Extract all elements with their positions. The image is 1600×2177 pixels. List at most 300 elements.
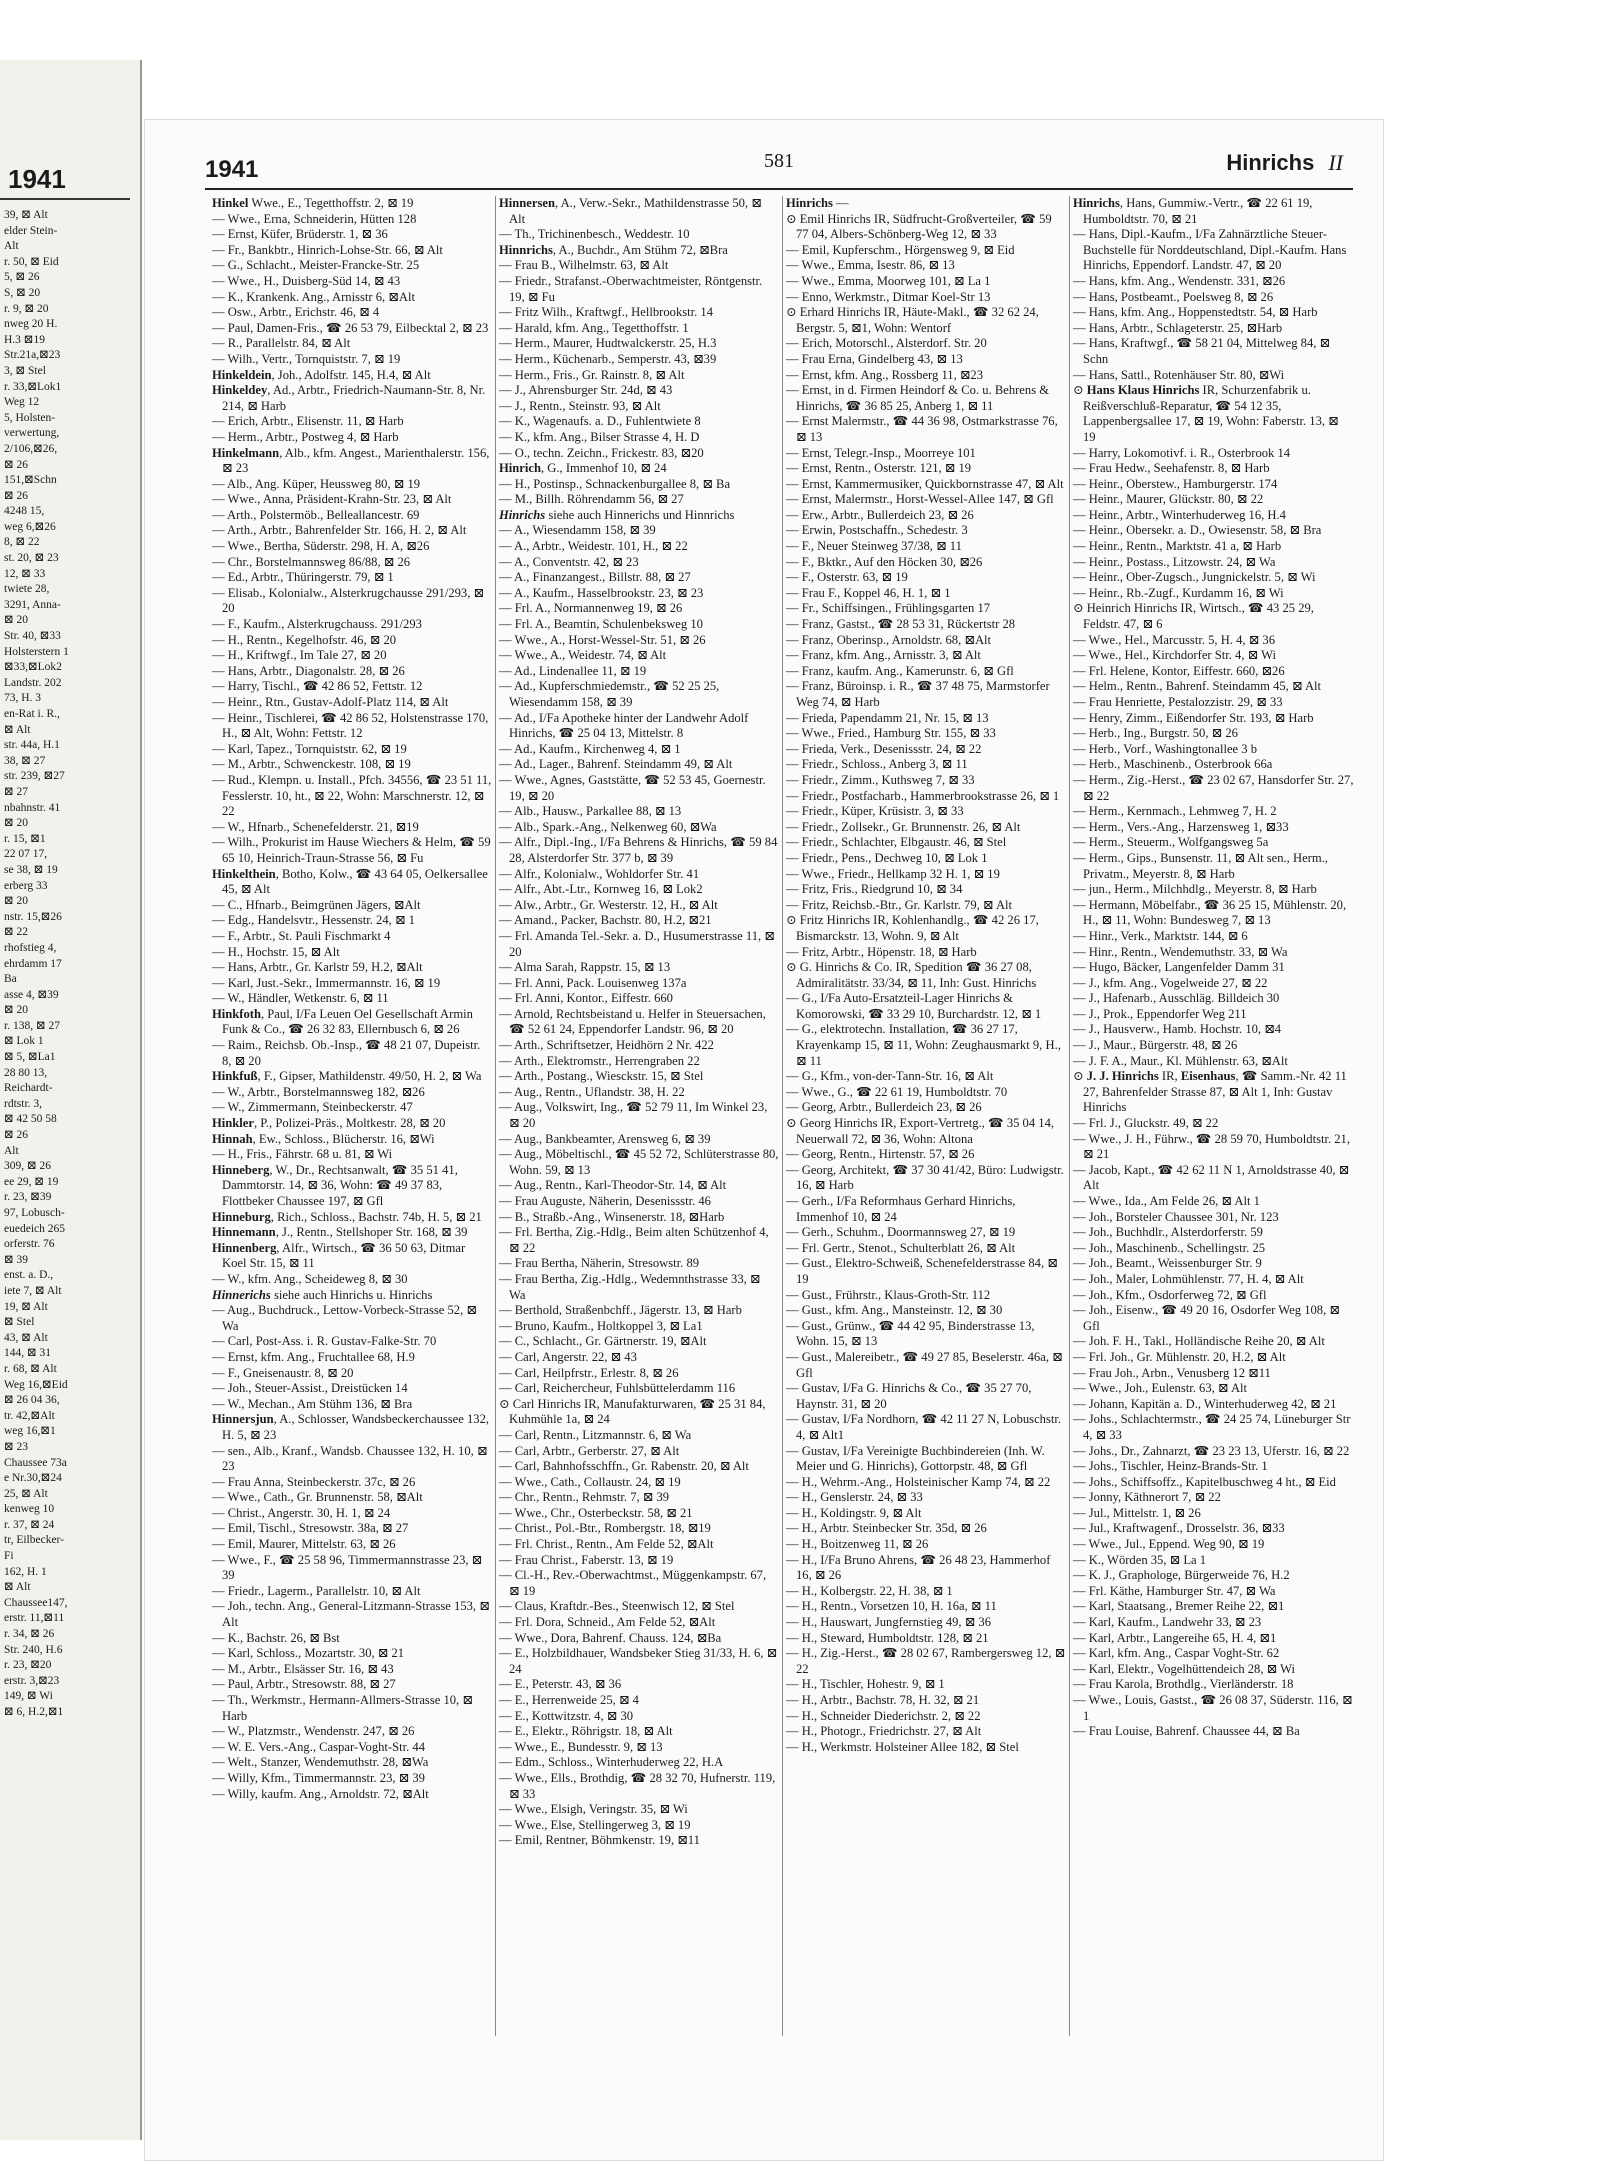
left-fragment-line: r. 37, ⊠ 24 xyxy=(4,1518,55,1531)
directory-entry: — Friedr., Pens., Dechweg 10, ⊠ Lok 1 xyxy=(786,850,988,865)
directory-entry: — Frl. J., Gluckstr. 49, ⊠ 22 xyxy=(1073,1116,1219,1131)
directory-entry: — G., Schlacht., Meister-Francke-Str. 25 xyxy=(212,258,420,273)
directory-entry: — Wwe., Emma, Isestr. 86, ⊠ 13 xyxy=(786,258,955,273)
left-fragment-line: tr. 42,⊠Alt xyxy=(4,1409,55,1422)
left-fragment-line: str. 44a, H.1 xyxy=(4,739,60,752)
directory-entry: — J., Maur., Bürgerstr. 48, ⊠ 26 xyxy=(1073,1038,1238,1053)
directory-entry: — Harry, Tischl., ☎ 42 86 52, Fettstr. 12 xyxy=(212,679,423,694)
directory-entry: — Wwe., Cath., Collaustr. 24, ⊠ 19 xyxy=(499,1474,681,1489)
directory-entry: — Frl. Christ., Rentn., Am Felde 52, ⊠Alt xyxy=(499,1537,714,1552)
directory-entry: Hinrichs siehe auch Hinnerichs und Hinnrichs xyxy=(499,507,735,522)
directory-entry: — F., Osterstr. 63, ⊠ 19 xyxy=(786,570,908,585)
directory-entry: — H., Werkmstr. Holsteiner Allee 182, ⊠ Stel xyxy=(786,1739,1019,1754)
directory-entry: — Ad., Kaufm., Kirchenweg 4, ⊠ 1 xyxy=(499,741,681,756)
left-fragment-line: Alt xyxy=(4,1144,19,1157)
left-fragment-line: nbahnstr. 41 xyxy=(4,801,61,814)
directory-entry: — H., Postinsp., Schnackenburgallee 8, ⊠ Ba xyxy=(499,476,731,491)
directory-entry: — Joh., Maler, Lohmühlenstr. 77, H. 4, ⊠ Alt xyxy=(1073,1271,1304,1286)
directory-entry: — Wwe., Anna, Präsident-Krahn-Str. 23, ⊠ Alt xyxy=(212,492,452,507)
directory-entry: — Alw., Arbtr., Gr. Westerstr. 12, H., ⊠ Alt xyxy=(499,897,718,912)
directory-entry: — Franz, Büroinsp. i. R., ☎ 37 48 75, Marmstorfer Weg 74, ⊠ Harb xyxy=(786,679,1050,709)
directory-entry: — Herm., Küchenarb., Semperstr. 43, ⊠39 xyxy=(499,351,717,366)
left-fragment-line: 3, ⊠ Stel xyxy=(4,364,46,377)
directory-entry: — Herm., Gips., Bunsenstr. 11, ⊠ Alt sen., Herm., Privatm., Meyerstr. 8, ⊠ Harb xyxy=(1073,850,1328,881)
directory-entry: — Frau Hedw., Seehafenstr. 8, ⊠ Harb xyxy=(1073,461,1270,476)
left-fragment-line: r. 23, ⊠39 xyxy=(4,1191,52,1204)
left-fragment-line: ⊠ 23 xyxy=(4,1440,29,1453)
left-fragment-line: ⊠ Alt xyxy=(4,1581,31,1594)
directory-entry: — J., Prok., Eppendorfer Weg 211 xyxy=(1073,1006,1247,1021)
directory-entry: — J., Ahrensburger Str. 24d, ⊠ 43 xyxy=(499,383,673,398)
left-fragment-line: ⊠ Alt xyxy=(4,723,31,736)
left-page-text xyxy=(4,208,134,1721)
directory-entry: — J., Rentn., Steinstr. 93, ⊠ Alt xyxy=(499,398,661,413)
directory-entry: — Edm., Schloss., Winterhuderweg 22, H.A xyxy=(499,1755,724,1770)
left-fragment-line: ⊠ 20 xyxy=(4,817,29,830)
directory-entry: — Ernst, Küfer, Brüderstr. 1, ⊠ 36 xyxy=(212,227,388,242)
directory-entry: — Wwe., F., ☎ 25 58 96, Timmermannstrasse 23, ⊠ 39 xyxy=(212,1552,483,1583)
directory-entry: — Gerh., Schuhm., Doormannsweg 27, ⊠ 19 xyxy=(786,1225,1016,1240)
directory-entry: — Wwe., Erna, Schneiderin, Hütten 128 xyxy=(212,211,417,226)
left-fragment-line: 144, ⊠ 31 xyxy=(4,1347,52,1360)
left-fragment-line: 151,⊠Schn xyxy=(4,474,57,487)
directory-entry: — Georg, Rentn., Hirtenstr. 57, ⊠ 26 xyxy=(786,1147,975,1162)
left-fragment-line: ⊠ 20 xyxy=(4,895,29,908)
left-fragment-line: elder Stein- xyxy=(4,224,58,237)
directory-entry: — Friedr., Schlachter, Elbgaustr. 46, ⊠ Stel xyxy=(786,835,1007,850)
directory-entry: — Hinr., Verk., Marktstr. 144, ⊠ 6 xyxy=(1073,928,1248,943)
directory-entry: — Wwe., Ells., Brothdig, ☎ 28 32 70, Hufnerstr. 119, ⊠ 33 xyxy=(499,1770,776,1801)
left-fragment-line: orferstr. 76 xyxy=(4,1238,55,1251)
directory-entry: — Frau Bertha, Näherin, Stresowstr. 89 xyxy=(499,1256,700,1271)
left-fragment-line: twiete 28, xyxy=(4,583,50,596)
directory-entry: — Chr., Borstelmannsweg 86/88, ⊠ 26 xyxy=(212,554,411,569)
left-fragment-line: ehrdamm 17 xyxy=(4,957,62,970)
directory-entry: — Wwe., G., ☎ 22 61 19, Humboldtstr. 70 xyxy=(786,1084,1008,1099)
directory-entry: — Johs., Tischler, Heinz-Brands-Str. 1 xyxy=(1073,1459,1268,1474)
directory-entry: — Henry, Zimm., Eißendorfer Str. 193, ⊠ Harb xyxy=(1073,710,1314,725)
directory-entry: — Fritz, Reichsb.-Btr., Gr. Karlstr. 79, ⊠ Alt xyxy=(786,897,1013,912)
left-fragment-line: verwertung, xyxy=(4,427,60,440)
directory-entry: — Emil, Tischl., Stresowstr. 38a, ⊠ 27 xyxy=(212,1521,409,1536)
directory-entry: — Fr., Bankbtr., Hinrich-Lohse-Str. 66, ⊠ Alt xyxy=(212,242,443,257)
left-fragment-line: 28 80 13, xyxy=(4,1066,48,1079)
directory-entry: — Ernst, kfm. Ang., Fruchtallee 68, H.9 xyxy=(212,1349,415,1364)
directory-entry: — W., Arbtr., Borstelmannsweg 182, ⊠26 xyxy=(212,1084,425,1099)
left-fragment-line: Landstr. 202 xyxy=(4,676,62,689)
directory-entry: — Hans, Kraftwgf., ☎ 58 21 04, Mittelweg 84, ⊠ Schn xyxy=(1073,336,1331,366)
directory-entry: — Frl. Joh., Gr. Mühlenstr. 20, H.2, ⊠ Alt xyxy=(1073,1349,1286,1364)
directory-entry: — E., Holzbildhauer, Wandsbeker Stieg 31/33, H. 6, ⊠ 24 xyxy=(499,1646,778,1676)
left-fragment-line: en-Rat i. R., xyxy=(4,708,60,720)
directory-entry: Hinkelmann, Alb., kfm. Angest., Marienthalerstr. 156, ⊠ 23 xyxy=(212,445,490,476)
directory-entry: — Karl, Arbtr., Langereihe 65, H. 4, ⊠1 xyxy=(1073,1630,1277,1645)
header-rule xyxy=(205,188,1353,190)
directory-entry: — F., Kaufm., Alsterkrugchauss. 291/293 xyxy=(212,617,422,632)
directory-entry: — Frau Joh., Arbn., Venusberg 12 ⊠11 xyxy=(1073,1365,1271,1380)
directory-entry: — W., Mechan., Am Stühm 136, ⊠ Bra xyxy=(212,1396,413,1411)
directory-entry: — Gustav, I/Fa Nordhorn, ☎ 42 11 27 N, Lobuschstr. 4, ⊠ Alt1 xyxy=(786,1412,1062,1442)
page-header xyxy=(195,150,1363,184)
directory-entry: — Heinr., Rentn., Marktstr. 41 a, ⊠ Harb xyxy=(1073,539,1282,554)
directory-entry: — Wwe., Bertha, Süderstr. 298, H. A, ⊠26 xyxy=(212,539,430,554)
directory-entry: — Joh., Buchhdlr., Alsterdorferstr. 59 xyxy=(1073,1225,1263,1240)
column-1 xyxy=(209,196,496,2036)
directory-entry: — Friedr., Küper, Krüsistr. 3, ⊠ 33 xyxy=(786,804,964,819)
left-fragment-line: Fi xyxy=(4,1550,14,1563)
directory-entry: — Willy, kaufm. Ang., Arnoldstr. 72, ⊠Alt xyxy=(212,1786,429,1801)
left-fragment-line: ⊠ 20 xyxy=(4,1004,29,1017)
directory-entry: — Emil, Rentner, Böhmkenstr. 19, ⊠11 xyxy=(499,1833,700,1848)
directory-entry: — K. J., Graphologe, Bürgerweide 76, H.2 xyxy=(1073,1568,1290,1583)
directory-entry: — Ernst, Rentn., Osterstr. 121, ⊠ 19 xyxy=(786,461,972,476)
directory-entry: — Gust., Malereibetr., ☎ 49 27 85, Beselerstr. 46a, ⊠ Gfl xyxy=(786,1349,1063,1380)
directory-entry: — Frau Erna, Gindelberg 43, ⊠ 13 xyxy=(786,351,963,366)
left-fragment-line: ⊠ Lok 1 xyxy=(4,1035,44,1048)
left-fragment-line: ⊠ 5, ⊠La1 xyxy=(4,1051,56,1064)
left-fragment-line: tr, Eilbecker- xyxy=(4,1534,64,1547)
left-fragment-line: Str.21a,⊠23 xyxy=(4,349,61,362)
left-fragment-line: ⊠ 27 xyxy=(4,785,29,798)
directory-entry: — Alb., Hausw., Parkallee 88, ⊠ 13 xyxy=(499,804,682,819)
directory-entry: — Friedr., Postfacharb., Hammerbrookstrasse 26, ⊠ 1 xyxy=(786,788,1060,803)
directory-entry: — Wwe., Joh., Eulenstr. 63, ⊠ Alt xyxy=(1073,1381,1248,1396)
directory-entry: — W., Zimmermann, Steinbeckerstr. 47 xyxy=(212,1100,413,1115)
directory-entry: — Wwe., Chr., Osterbeckstr. 58, ⊠ 21 xyxy=(499,1505,693,1520)
directory-entry: — Ad., Kupferschmiedemstr., ☎ 52 25 25, Wiesendamm 158, ⊠ 39 xyxy=(499,679,720,709)
directory-entry: Hinnerichs siehe auch Hinrichs u. Hinrichs xyxy=(212,1287,433,1302)
directory-entry: — Fritz, Fris., Riedgrund 10, ⊠ 34 xyxy=(786,882,963,897)
directory-entry: — K., Bachstr. 26, ⊠ Bst xyxy=(212,1630,340,1645)
directory-entry: — Wwe., Hel., Kirchdorfer Str. 4, ⊠ Wi xyxy=(1073,648,1276,663)
directory-entry: — Hans, Sattl., Rotenhäuser Str. 80, ⊠Wi xyxy=(1073,367,1285,382)
directory-entry: — Wwe., Jul., Eppend. Weg 90, ⊠ 19 xyxy=(1073,1537,1265,1552)
directory-entry: — A., Finanzangest., Billstr. 88, ⊠ 27 xyxy=(499,570,691,585)
left-fragment-line: 22 07 17, xyxy=(4,848,48,861)
directory-entry: — Cl.-H., Rev.-Oberwachtmst., Müggenkampstr. 67, ⊠ 19 xyxy=(499,1568,767,1598)
left-fragment-line: ⊠ 6, H.2,⊠1 xyxy=(4,1706,64,1718)
directory-entry: ⊙ Hans Klaus Hinrichs IR, Schurzenfabrik u. Reißverschluß-Reparatur, ☎ 54 12 35, Lappenbergsallee 17, ⊠ 19, Wohn: Faberstr. 13, ⊠ 19 xyxy=(1073,383,1339,444)
directory-entry: — Arth., Arbtr., Bahrenfelder Str. 166, H. 2, ⊠ Alt xyxy=(212,523,467,538)
directory-entry: — K., kfm. Ang., Bilser Strasse 4, H. D xyxy=(499,429,700,444)
directory-entry: — Osw., Arbtr., Erichstr. 46, ⊠ 4 xyxy=(212,305,380,320)
left-fragment-line: S, ⊠ 20 xyxy=(4,286,41,299)
left-fragment-line: se 38, ⊠ 19 xyxy=(4,863,58,876)
directory-entry: — Jonny, Käthnerort 7, ⊠ 22 xyxy=(1073,1490,1221,1505)
directory-entry: — Joh., Maschinenb., Schellingstr. 25 xyxy=(1073,1240,1266,1255)
left-fragment-line: euedeich 265 xyxy=(4,1222,65,1235)
left-fragment-line: 3291, Anna- xyxy=(4,598,61,611)
directory-entry: — G., I/Fa Auto-Ersatzteil-Lager Hinrichs & Komorowski, ☎ 33 29 10, Burchardstr. 12, ⊠ 1 xyxy=(786,991,1042,1021)
directory-entry: — Erwin, Postschaffn., Schedestr. 3 xyxy=(786,523,968,538)
directory-entry: — Hans, Postbeamt., Poelsweg 8, ⊠ 26 xyxy=(1073,289,1274,304)
directory-entry: ⊙ G. Hinrichs & Co. IR, Spedition ☎ 36 27 08, Admiralitätstr. 33/34, ⊠ 11, Inh: Gust. Hinrichs xyxy=(786,960,1037,990)
directory-entry: — Karl, Schloss., Mozartstr. 30, ⊠ 21 xyxy=(212,1646,405,1661)
directory-entry: — Gustav, I/Fa G. Hinrichs & Co., ☎ 35 27 70, Haynstr. 31, ⊠ 20 xyxy=(786,1381,1032,1411)
directory-entry: — Hans, kfm. Ang., Hoppenstedtstr. 54, ⊠ Harb xyxy=(1073,305,1318,320)
left-fragment-line: Chaussee147, xyxy=(4,1596,68,1609)
directory-entry: — Frau B., Wilhelmstr. 63, ⊠ Alt xyxy=(499,258,669,273)
left-fragment-line: r. 50, ⊠ Eid xyxy=(4,255,59,268)
directory-entry: — Raim., Reichsb. Ob.-Insp., ☎ 48 21 07, Dupeistr. 8, ⊠ 20 xyxy=(212,1038,481,1068)
directory-entry: — Johs., Schlachtermstr., ☎ 24 25 74, Lüneburger Str 4, ⊠ 33 xyxy=(1073,1412,1351,1442)
left-fragment-line: ⊠ 20 xyxy=(4,614,29,627)
directory-entry: — Wwe., Friedr., Hellkamp 32 H. 1, ⊠ 19 xyxy=(786,866,1000,881)
directory-entry: — Wwe., Agnes, Gaststätte, ☎ 52 53 45, Goernestr. 19, ⊠ 20 xyxy=(499,772,766,803)
directory-entry: — Frau F., Koppel 46, H. 1, ⊠ 1 xyxy=(786,585,951,600)
directory-entry: — E., Elektr., Röhrigstr. 18, ⊠ Alt xyxy=(499,1724,673,1739)
left-fragment-line: erberg 33 xyxy=(4,879,48,892)
directory-entry: — Alb., Spark.-Ang., Nelkenweg 60, ⊠Wa xyxy=(499,819,717,834)
directory-entry: — Herb., Ing., Burgstr. 50, ⊠ 26 xyxy=(1073,726,1238,741)
directory-entry: — Herm., Arbtr., Postweg 4, ⊠ Harb xyxy=(212,429,399,444)
left-page-year: 1941 xyxy=(8,164,66,194)
directory-entry: — Frl. A., Normannenweg 19, ⊠ 26 xyxy=(499,601,683,616)
left-fragment-line: nweg 20 H. xyxy=(4,318,58,331)
directory-entry: — Carl, Post-Ass. i. R. Gustav-Falke-Str. 70 xyxy=(212,1334,437,1349)
left-fragment-line: erstr. 11,⊠11 xyxy=(4,1612,65,1625)
directory-entry: — Joh., Steuer-Assist., Dreistücken 14 xyxy=(212,1381,408,1396)
directory-entry: — F., Neuer Steinweg 37/38, ⊠ 11 xyxy=(786,539,962,554)
directory-entry: — sen., Alb., Kranf., Wandsb. Chaussee 132, H. 10, ⊠ 23 xyxy=(212,1443,488,1474)
directory-entry: — Bruno, Kaufm., Holtkoppel 3, ⊠ La1 xyxy=(499,1318,703,1333)
directory-entry: — H., Schneider Diederichstr. 2, ⊠ 22 xyxy=(786,1708,981,1723)
directory-entry: — Wwe., Emma, Moorweg 101, ⊠ La 1 xyxy=(786,273,991,288)
directory-entry: — W., Hfnarb., Schenefelderstr. 21, ⊠19 xyxy=(212,819,419,834)
section-number: II xyxy=(1328,150,1343,175)
left-fragment-line: 19, ⊠ Alt xyxy=(4,1300,48,1313)
directory-entry: — Frau Bertha, Zig.-Hdlg., Wedemnthstrasse 33, ⊠ Wa xyxy=(499,1271,761,1302)
directory-entry: — Herb., Vorf., Washingtonallee 3 b xyxy=(1073,741,1258,756)
directory-entry: — Aug., Möbeltischl., ☎ 45 52 72, Schlüterstrasse 80, Wohn. 59, ⊠ 13 xyxy=(499,1147,779,1177)
directory-entry: — Karl, Tapez., Tornquiststr. 62, ⊠ 19 xyxy=(212,741,407,756)
directory-entry: — Johs., Dr., Zahnarzt, ☎ 23 23 13, Uferstr. 16, ⊠ 22 xyxy=(1073,1443,1350,1458)
directory-entry: — K., Krankenk. Ang., Arnisstr 6, ⊠Alt xyxy=(212,289,415,304)
directory-entry: — J., kfm. Ang., Vogelweide 27, ⊠ 22 xyxy=(1073,975,1268,990)
directory-entry: — M., Arbtr., Elsässer Str. 16, ⊠ 43 xyxy=(212,1661,394,1676)
directory-entry: — Ad., Lindenallee 11, ⊠ 19 xyxy=(499,663,647,678)
directory-entry: ⊙ J. J. Hinrichs IR, Eisenhaus, ☎ Samm.-Nr. 42 11 27, Bahrenfelder Strasse 87, ⊠ Alt 1, Inh: Gustav Hinrichs xyxy=(1073,1069,1347,1115)
directory-entry: — Erich, Motorschl., Alsterdorf. Str. 20 xyxy=(786,336,987,351)
directory-entry: — Friedr., Strafanst.-Oberwachtmeister, Röntgenstr. 19, ⊠ Fu xyxy=(499,273,763,304)
directory-entry: — Gust., Frührstr., Klaus-Groth-Str. 112 xyxy=(786,1287,991,1302)
directory-entry: — Aug., Buchdruck., Lettow-Vorbeck-Strasse 52, ⊠ Wa xyxy=(212,1303,477,1333)
directory-entry: — Herm., Vers.-Ang., Harzensweg 1, ⊠33 xyxy=(1073,819,1289,834)
directory-entry: — Fr., Schiffsingen., Frühlingsgarten 17 xyxy=(786,601,991,616)
left-fragment-line: r. 15, ⊠1 xyxy=(4,832,46,845)
directory-entry: — Ad., I/Fa Apotheke hinter der Landwehr Adolf Hinrichs, ☎ 25 04 13, Mittelstr. 8 xyxy=(499,710,749,741)
directory-entry: — Ernst Malermstr., ☎ 44 36 98, Ostmarkstrasse 76, ⊠ 13 xyxy=(786,414,1058,444)
left-fragment-line: Weg 12 xyxy=(4,396,40,409)
directory-entry: — J., Hausverw., Hamb. Hochstr. 10, ⊠4 xyxy=(1073,1022,1282,1037)
directory-entry: — Hinr., Rentn., Wendemuthstr. 33, ⊠ Wa xyxy=(1073,944,1288,959)
directory-entry: ⊙ Emil Hinrichs IR, Südfrucht-Großverteiler, ☎ 59 77 04, Albers-Schönberg-Weg 12, ⊠ 33 xyxy=(786,211,1052,242)
left-fragment-line: ⊠ 26 xyxy=(4,458,29,471)
left-fragment-line: Str. 240, H.6 xyxy=(4,1643,63,1656)
directory-entry: — E., Peterstr. 43, ⊠ 36 xyxy=(499,1677,622,1692)
directory-entry: — H., Rentn., Vorsetzen 10, H. 16a, ⊠ 11 xyxy=(786,1599,997,1614)
directory-entry: — Aug., Volkswirt, Ing., ☎ 52 79 11, Im Winkel 23, ⊠ 20 xyxy=(499,1100,768,1131)
page-number: 581 xyxy=(764,150,794,172)
directory-entry: — W., kfm. Ang., Scheideweg 8, ⊠ 30 xyxy=(212,1271,408,1286)
directory-entry: — Wwe., A., Horst-Wessel-Str. 51, ⊠ 26 xyxy=(499,632,706,647)
directory-entry: — H., Steward, Humboldtstr. 128, ⊠ 21 xyxy=(786,1630,989,1645)
directory-entry: — Heinr., Ober-Zugsch., Jungnickelstr. 5, ⊠ Wi xyxy=(1073,570,1316,585)
left-page-rule xyxy=(0,198,130,200)
left-fragment-line: kenweg 10 xyxy=(4,1503,55,1516)
left-fragment-line: ⊠33,⊠Lok2 xyxy=(4,661,62,674)
left-fragment-line: asse 4, ⊠39 xyxy=(4,988,59,1001)
directory-entry: — Herm., Zig.-Herst., ☎ 23 02 67, Hansdorfer Str. 27, ⊠ 22 xyxy=(1073,772,1354,803)
directory-entry: — Gust., Elektro-Schweiß, Schenefelderstrasse 84, ⊠ 19 xyxy=(786,1256,1058,1286)
left-fragment-line: r. 138, ⊠ 27 xyxy=(4,1019,60,1032)
directory-entry: — Joh., Beamt., Weissenburger Str. 9 xyxy=(1073,1256,1262,1271)
directory-entry: — Ernst, Malermstr., Horst-Wessel-Allee 147, ⊠ Gfl xyxy=(786,492,1054,507)
left-fragment-line: 12, ⊠ 33 xyxy=(4,567,46,580)
directory-entry: Hinnenberg, Alfr., Wirtsch., ☎ 36 50 63, Ditmar Koel Str. 15, ⊠ 11 xyxy=(212,1240,466,1271)
left-fragment-line: weg 16,⊠1 xyxy=(4,1425,56,1438)
directory-entry: — Frl. Käthe, Hamburger Str. 47, ⊠ Wa xyxy=(1073,1583,1276,1598)
directory-entry: — Ernst, Kammermusiker, Quickbornstrasse 47, ⊠ Alt xyxy=(786,476,1064,491)
directory-entry: — Joh., Kfm., Osdorferweg 72, ⊠ Gfl xyxy=(1073,1287,1267,1302)
directory-entry: Hinneberg, W., Dr., Rechtsanwalt, ☎ 35 51 41, Dammtorstr. 14, ⊠ 36, Wohn: ☎ 49 37 83, Flottbeker Chaussee 197, ⊠ Gfl xyxy=(212,1162,458,1208)
directory-entry: — Alfr., Dipl.-Ing., I/Fa Behrens & Hinrichs, ☎ 59 84 28, Alsterdorfer Str. 377 b, ⊠ 39 xyxy=(499,835,778,865)
column-4 xyxy=(1070,196,1357,2036)
directory-entry: — Herm., Kernmach., Lehmweg 7, H. 2 xyxy=(1073,804,1277,819)
directory-entry: — Frl. Anni, Pack. Louisenweg 137a xyxy=(499,975,687,990)
directory-entry: — Frl. Gertr., Stenot., Schulterblatt 26, ⊠ Alt xyxy=(786,1240,1016,1255)
directory-entry: — C., Hfnarb., Beimgrünen Jägers, ⊠Alt xyxy=(212,897,421,912)
directory-entry: — Aug., Rentn., Karl-Theodor-Str. 14, ⊠ Alt xyxy=(499,1178,727,1193)
directory-columns xyxy=(209,196,1359,2036)
directory-entry: — Frl. Dora, Schneid., Am Felde 52, ⊠Alt xyxy=(499,1615,716,1630)
directory-entry: — Gustav, I/Fa Vereinigte Buchbindereien (Inh. W. Meier und G. Hinrichs), Gottorpstr. 48, ⊠ Gfl xyxy=(786,1443,1045,1474)
directory-entry: — Frieda, Papendamm 21, Nr. 15, ⊠ 13 xyxy=(786,710,989,725)
directory-entry: — Frl. Helene, Kontor, Eiffestr. 660, ⊠26 xyxy=(1073,663,1285,678)
directory-entry: — E., Kottwitzstr. 4, ⊠ 30 xyxy=(499,1708,634,1723)
directory-entry: — Wwe., J. H., Führw., ☎ 28 59 70, Humboldtstr. 21, ⊠ 21 xyxy=(1073,1131,1351,1162)
directory-entry: — Wwe., Louis, Gastst., ☎ 26 08 37, Süderstr. 116, ⊠ 1 xyxy=(1073,1693,1353,1723)
directory-entry: — Heinr., Maurer, Glückstr. 80, ⊠ 22 xyxy=(1073,492,1264,507)
directory-entry: — Helm., Rentn., Bahrenf. Steindamm 45, ⊠ Alt xyxy=(1073,679,1322,694)
directory-entry: — H., Zig.-Herst., ☎ 28 02 67, Rambergersweg 12, ⊠ 22 xyxy=(786,1646,1066,1676)
directory-entry: — Ernst, kfm. Ang., Rossberg 11, ⊠23 xyxy=(786,367,984,382)
directory-entry: — Frau Anna, Steinbeckerstr. 37c, ⊠ 26 xyxy=(212,1474,416,1489)
directory-entry: — Willy, Kfm., Timmermannstr. 23, ⊠ 39 xyxy=(212,1770,425,1785)
left-fragment-line: Ba xyxy=(4,973,17,986)
directory-entry: — Arth., Polstermöb., Belleallancestr. 69 xyxy=(212,507,420,522)
directory-entry: ⊙ Erhard Hinrichs IR, Häute-Makl., ☎ 32 62 24, Bergstr. 5, ⊠1, Wohn: Wentorf xyxy=(786,305,1039,335)
left-fragment-line: 5, ⊠ 26 xyxy=(4,271,40,284)
left-fragment-line: 5, Holsten- xyxy=(4,411,56,424)
left-fragment-line: r. 33,⊠Lok1 xyxy=(4,380,62,393)
directory-entry: — Carl, Angerstr. 22, ⊠ 43 xyxy=(499,1349,637,1364)
left-fragment-line: H.3 ⊠19 xyxy=(4,333,45,346)
directory-entry: — Heinr., Obersekr. a. D., Owiesenstr. 58, ⊠ Bra xyxy=(1073,523,1322,538)
directory-entry: — Paul, Damen-Fris., ☎ 26 53 79, Eilbecktal 2, ⊠ 23 xyxy=(212,320,489,335)
directory-entry: — Friedr., Lagerm., Parallelstr. 10, ⊠ Alt xyxy=(212,1583,421,1598)
directory-entry: — Wwe., H., Duisberg-Süd 14, ⊠ 43 xyxy=(212,273,401,288)
directory-entry: — B., Straßb.-Ang., Winsenerstr. 18, ⊠Harb xyxy=(499,1209,725,1224)
left-fragment-line: rhofstieg 4, xyxy=(4,941,57,954)
directory-entry: — Wilh., Prokurist im Hause Wiechers & Helm, ☎ 59 65 10, Heinrich-Traun-Strasse 56, ⊠ Fu xyxy=(212,835,491,865)
directory-entry: — Jacob, Kapt., ☎ 42 62 11 N 1, Arnoldstrasse 40, ⊠ Alt xyxy=(1073,1162,1350,1193)
directory-entry: — Carl, Arbtr., Gerberstr. 27, ⊠ Alt xyxy=(499,1443,680,1458)
directory-entry: — Edg., Handelsvtr., Hessenstr. 24, ⊠ 1 xyxy=(212,913,415,928)
directory-entry: — Wwe., Fried., Hamburg Str. 155, ⊠ 33 xyxy=(786,726,996,741)
directory-entry: — Heinr., Arbtr., Winterhuderweg 16, H.4 xyxy=(1073,507,1286,522)
directory-entry: — Arnold, Rechtsbeistand u. Helfer in Steuersachen, ☎ 52 61 24, Eppendorfer Landstr. 96, ⊠ 20 xyxy=(499,1006,766,1037)
directory-entry: — Herm., Maurer, Hudtwalckerstr. 25, H.3 xyxy=(499,336,717,351)
left-fragment-line: iete 7, ⊠ Alt xyxy=(4,1284,62,1297)
directory-entry: — Wwe., Dora, Bahrenf. Chauss. 124, ⊠Ba xyxy=(499,1630,722,1645)
directory-entry: Hinrichs, Hans, Gummiw.-Vertr., ☎ 22 61 19, Humboldtstr. 70, ⊠ 21 xyxy=(1073,196,1313,226)
directory-entry: — Karl, Staatsang., Bremer Reihe 22, ⊠1 xyxy=(1073,1599,1285,1614)
directory-entry: — Claus, Kraftdr.-Bes., Steenwisch 12, ⊠ Stel xyxy=(499,1599,735,1614)
directory-entry: Hinkeldein, Joh., Adolfstr. 145, H.4, ⊠ Alt xyxy=(212,367,431,382)
left-fragment-line: r. 23, ⊠20 xyxy=(4,1659,52,1672)
left-fragment-line: Alt xyxy=(4,240,19,253)
directory-entry: — Th., Trichinenbesch., Weddestr. 10 xyxy=(499,227,690,242)
directory-entry: — A., Conventstr. 42, ⊠ 23 xyxy=(499,554,639,569)
directory-entry: — Herm., Fris., Gr. Rainstr. 8, ⊠ Alt xyxy=(499,367,685,382)
directory-entry: — Joh., Eisenw., ☎ 49 20 16, Osdorfer Weg 108, ⊠ Gfl xyxy=(1073,1303,1340,1333)
directory-entry: — Wwe., Elsigh, Veringstr. 35, ⊠ Wi xyxy=(499,1802,688,1817)
directory-entry: — W., Platzmstr., Wendenstr. 247, ⊠ 26 xyxy=(212,1724,415,1739)
directory-entry: — K., Wörden 35, ⊠ La 1 xyxy=(1073,1552,1207,1567)
left-page-fragment xyxy=(0,60,142,2140)
directory-entry: — Aug., Bankbeamter, Arensweg 6, ⊠ 39 xyxy=(499,1131,711,1146)
directory-entry: Hinnrichs, A., Buchdr., Am Stühm 72, ⊠Bra xyxy=(499,242,728,257)
directory-entry: — A., Kaufm., Hasselbrookstr. 23, ⊠ 23 xyxy=(499,585,704,600)
directory-entry: — H., Hochstr. 15, ⊠ Alt xyxy=(212,944,340,959)
directory-entry: — Heinr., Rtn., Gustav-Adolf-Platz 114, ⊠ Alt xyxy=(212,695,449,709)
directory-entry: — Heinr., Rb.-Zugf., Kurdamm 16, ⊠ Wi xyxy=(1073,585,1284,600)
directory-entry: — Jul., Kraftwagenf., Drosselstr. 36, ⊠33 xyxy=(1073,1521,1285,1536)
directory-entry: — Arth., Postang., Wiesckstr. 15, ⊠ Stel xyxy=(499,1069,704,1084)
directory-entry: — Erw., Arbtr., Bullerdeich 23, ⊠ 26 xyxy=(786,507,974,522)
directory-entry: — Ad., Lager., Bahrenf. Steindamm 49, ⊠ Alt xyxy=(499,757,733,772)
directory-entry: — K., Wagenaufs. a. D., Fuhlentwiete 8 xyxy=(499,414,701,429)
directory-entry: — Herb., Maschinenb., Osterbrook 66a xyxy=(1073,757,1273,772)
directory-entry: — Frieda, Verk., Desenissstr. 24, ⊠ 22 xyxy=(786,741,982,756)
directory-entry: — Georg, Architekt, ☎ 37 30 41/42, Büro: Ludwigstr. 16, ⊠ Harb xyxy=(786,1162,1064,1193)
directory-entry: — Franz, Oberinsp., Arnoldstr. 68, ⊠Alt xyxy=(786,632,992,647)
left-fragment-line: Weg 16,⊠Eid xyxy=(4,1378,68,1391)
directory-entry: — Hans, kfm. Ang., Wendenstr. 331, ⊠26 xyxy=(1073,273,1286,288)
directory-entry: — A., Arbtr., Weidestr. 101, H., ⊠ 22 xyxy=(499,539,688,554)
directory-entry: — Franz, kaufm. Ang., Kamerunstr. 6, ⊠ Gfl xyxy=(786,663,1014,678)
directory-entry: ⊙ Heinrich Hinrichs IR, Wirtsch., ☎ 43 25 29, Feldstr. 47, ⊠ 6 xyxy=(1073,601,1314,632)
directory-entry: — Rud., Klempn. u. Install., Pfch. 34556, ☎ 23 51 11, Fesslerstr. 10, ht., ⊠ 22, Wohn: Marschnerstr. 12, ⊠ 22 xyxy=(212,772,492,819)
directory-entry: Hinkfoth, Paul, I/Fa Leuen Oel Gesellschaft Armin Funk & Co., ☎ 26 32 83, Ellernbusch 6, ⊠ 26 xyxy=(212,1006,473,1037)
directory-entry: Hinkelthein, Botho, Kolw., ☎ 43 64 05, Oelkersallee 45, ⊠ Alt xyxy=(212,866,488,897)
directory-entry: — Heinr., Tischlerei, ☎ 42 86 52, Holstenstrasse 170, H., ⊠ Alt, Wohn: Fettstr. 12 xyxy=(212,710,489,741)
left-fragment-line: ⊠ 26 xyxy=(4,1129,29,1142)
directory-entry: — G., Kfm., von-der-Tann-Str. 16, ⊠ Alt xyxy=(786,1069,994,1084)
left-fragment-line: ⊠ 22 xyxy=(4,926,29,939)
directory-entry: — F., Gneisenaustr. 8, ⊠ 20 xyxy=(212,1365,354,1380)
directory-entry: — Alb., Ang. Küper, Heussweg 80, ⊠ 19 xyxy=(212,476,421,491)
directory-entry: — Hans, Arbtr., Diagonalstr. 28, ⊠ 26 xyxy=(212,663,405,678)
directory-entry: — Hermann, Möbelfabr., ☎ 36 25 15, Mühlenstr. 20, H., ⊠ 11, Wohn: Bundesweg 7, ⊠ 13 xyxy=(1073,897,1347,928)
directory-entry: — Fritz, Arbtr., Höpenstr. 18, ⊠ Harb xyxy=(786,944,977,959)
directory-entry: — Gust., kfm. Ang., Mansteinstr. 12, ⊠ 30 xyxy=(786,1303,1003,1318)
directory-entry: — J., Hafenarb., Ausschläg. Billdeich 30 xyxy=(1073,991,1280,1006)
left-fragment-line: 39, ⊠ Alt xyxy=(4,209,48,221)
directory-entry: — Wwe., Else, Stellingerweg 3, ⊠ 19 xyxy=(499,1817,691,1832)
directory-entry: — Carl, Heilpfrstr., Erlestr. 8, ⊠ 26 xyxy=(499,1365,679,1380)
